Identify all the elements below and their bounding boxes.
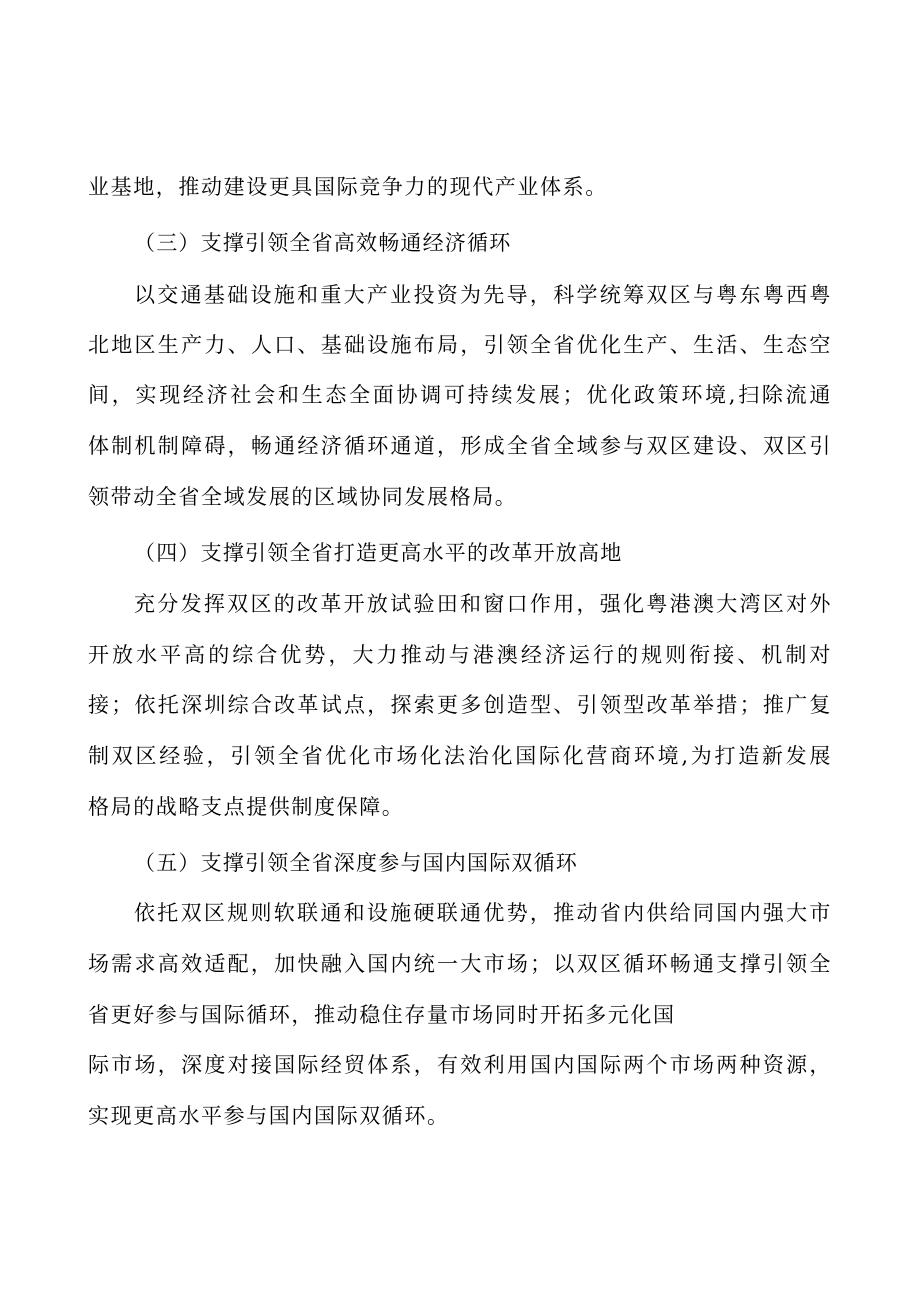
paragraph-line: 依托双区规则软联通和设施硬联通优势，推动省内供给同国内强大市: [134, 901, 832, 925]
paragraph-line: 场需求高效适配，加快融入国内统一大市场；以双区循环畅通支撑引领全: [88, 952, 832, 976]
paragraph-line: 格局的战略支点提供制度保障。: [88, 795, 405, 819]
paragraph-line: 实现更高水平参与国内国际双循环。: [88, 1104, 450, 1128]
paragraph-line: 以交通基础设施和重大产业投资为先导，科学统筹双区与粤东粤西粤: [134, 283, 832, 307]
paragraph-line: 体制机制障碍，畅通经济循环通道，形成全省全域参与双区建设、双区引: [88, 434, 832, 458]
paragraph-line: 北地区生产力、人口、基础设施布局，引领全省优化生产、生活、生态空: [88, 333, 832, 357]
paragraph-line: 充分发挥双区的改革开放试验田和窗口作用，强化粤港澳大湾区对外: [134, 592, 832, 616]
paragraph-line: 间，实现经济社会和生态全面协调可持续发展；优化政策环境,扫除流通: [88, 383, 832, 407]
section-heading-3: （三）支撑引领全省高效畅通经济循环: [134, 231, 512, 255]
paragraph-line: 际市场，深度对接国际经贸体系，有效利用国内国际两个市场两种资源，: [88, 1053, 832, 1077]
paragraph-line: 开放水平高的综合优势，大力推动与港澳经济运行的规则衔接、机制对: [88, 643, 832, 667]
paragraph-line: 接；依托深圳综合改革试点，探索更多创造型、引领型改革举措；推广复: [88, 693, 832, 717]
paragraph-line: 业基地，推动建设更具国际竞争力的现代产业体系。: [88, 175, 608, 199]
section-heading-4: （四）支撑引领全省打造更高水平的改革开放高地: [134, 541, 623, 565]
section-heading-5: （五）支撑引领全省深度参与国内国际双循环: [134, 851, 578, 875]
paragraph-line: 领带动全省全域发展的区域协同发展格局。: [88, 485, 518, 509]
paragraph-line: 省更好参与国际循环，推动稳住存量市场同时开拓多元化国: [88, 1003, 676, 1027]
paragraph-line: 制双区经验，引领全省优化市场化法治化国际化营商环境,为打造新发展: [88, 744, 832, 768]
